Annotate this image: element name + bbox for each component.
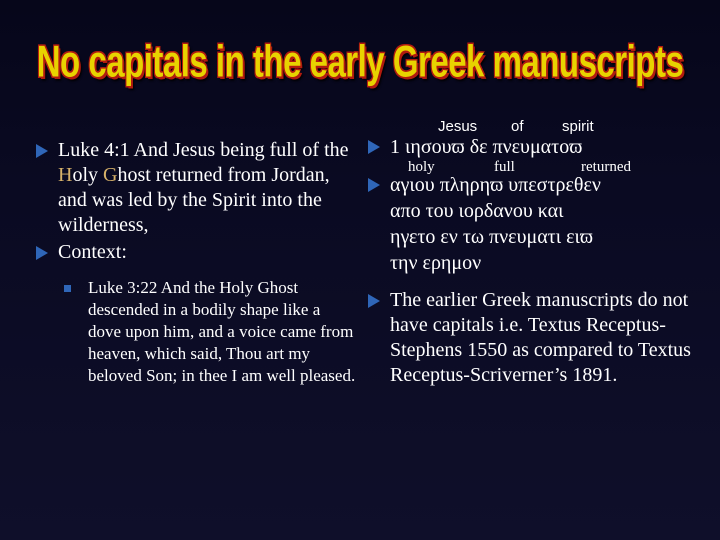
left-column xyxy=(36,138,356,387)
greek-line-1-text: 1 ιησουϖ δε πνευματοϖ xyxy=(390,136,583,158)
greek-block xyxy=(368,172,708,276)
bullet-earlier-manuscripts xyxy=(368,288,720,388)
gloss-of: of xyxy=(511,118,524,135)
square-bullet-icon xyxy=(64,285,71,292)
highlight-letter-g: G xyxy=(103,164,118,186)
gloss-holy: holy xyxy=(408,159,435,175)
gloss-returned: returned xyxy=(581,159,631,175)
arrow-bullet-icon xyxy=(368,178,380,192)
context-label: Context: xyxy=(58,241,127,263)
arrow-bullet-icon xyxy=(36,144,48,158)
luke-3-22-text: Luke 3:22 And the Holy Ghost descended in a bodily shape like a dove upon him, and a voice came from heaven, which said, Thou art my beloved Son; in thee I am well pleased. xyxy=(88,278,356,385)
luke-4-1-text-c: host returned from Jordan, and was led by the Spirit into the wilderness, xyxy=(58,164,330,236)
arrow-bullet-icon xyxy=(368,294,380,308)
gloss-full: full xyxy=(494,159,515,175)
gloss-jesus: Jesus xyxy=(438,118,478,135)
gloss-spirit: spirit xyxy=(562,118,594,135)
greek-line-2-text: αγιου πληρηϖ υπεστρεθεν xyxy=(390,174,601,196)
luke-4-1-text-b: oly xyxy=(72,164,104,186)
highlight-letter-h: H xyxy=(58,164,73,186)
greek-line-2 xyxy=(368,172,708,198)
bullet-context xyxy=(36,240,356,265)
luke-4-1-text-a: Luke 4:1 And Jesus being full of the xyxy=(58,139,349,161)
greek-line-4: ηγετο εν τω πνευματι ειϖ xyxy=(390,226,594,248)
sub-bullet-luke-3-22 xyxy=(58,277,356,387)
arrow-bullet-icon xyxy=(368,140,380,154)
slide-title: No capitals in the early Greek manuscripts xyxy=(36,36,684,86)
greek-line-1 xyxy=(368,134,720,160)
bullet-luke-4-1 xyxy=(36,138,356,238)
greek-line-3: απο του ιορδανου και xyxy=(390,200,564,222)
earlier-manuscripts-text: The earlier Greek manuscripts do not have capitals i.e. Textus Receptus-Stephens 1550 as compared to Textus Receptus-Scriverner’s 1891. xyxy=(390,289,691,386)
arrow-bullet-icon xyxy=(36,246,48,260)
greek-line-5: την ερημον xyxy=(390,252,482,274)
